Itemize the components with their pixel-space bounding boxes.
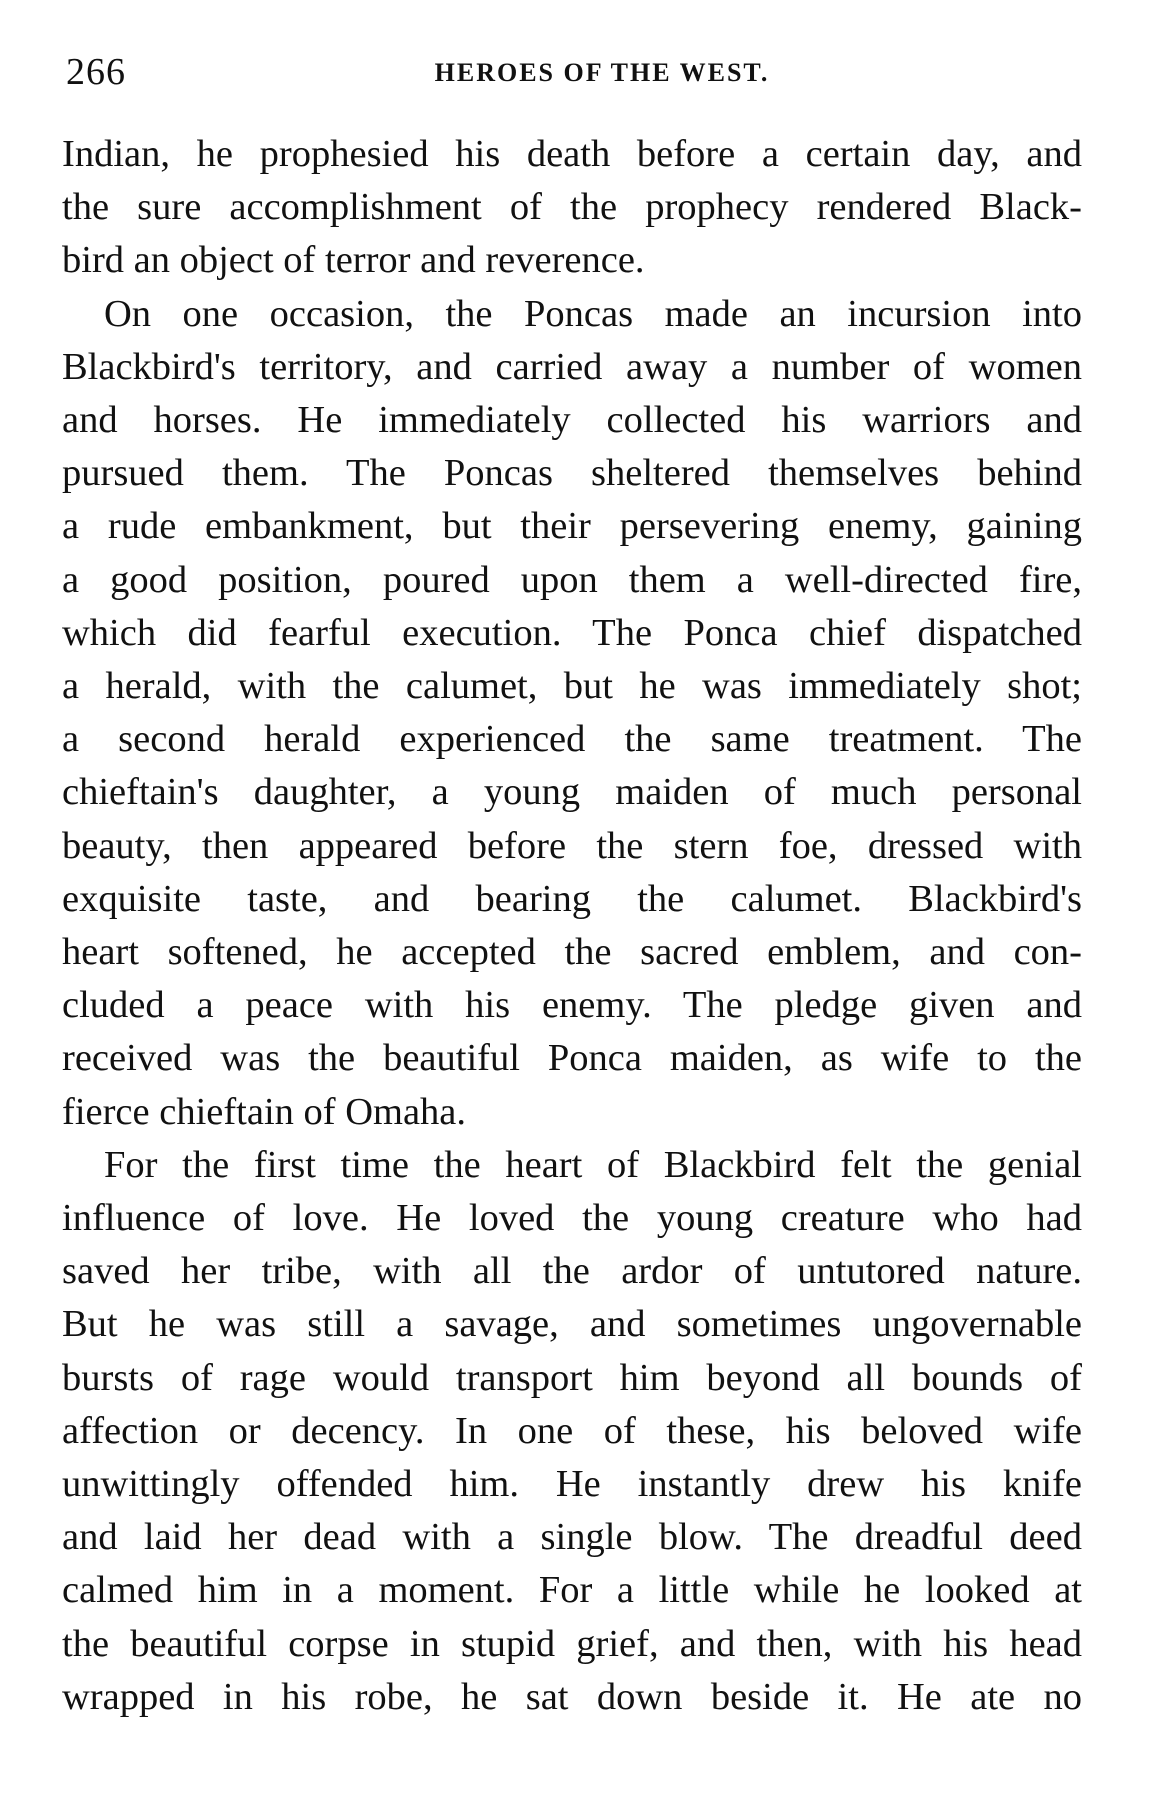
- text-line: saved her tribe, with all the ardor of untutored nature.: [62, 1250, 1082, 1293]
- text-line: influence of love. He loved the young creature who had: [62, 1197, 1082, 1240]
- text-line: For the first time the heart of Blackbird felt the genial: [104, 1143, 1082, 1186]
- text-line: affection or decency. In one of these, his beloved wife: [62, 1409, 1082, 1452]
- text-line: wrapped in his robe, he sat down beside it. He ate no: [62, 1675, 1082, 1718]
- text-line: a herald, with the calumet, but he was immediately shot;: [62, 665, 1082, 708]
- text-line: bursts of rage would transport him beyond all bounds of: [62, 1356, 1082, 1399]
- paragraph-1: [62, 128, 1082, 288]
- text-line: Blackbird's territory, and carried away a number of women: [62, 345, 1082, 388]
- text-line: the sure accomplishment of the prophecy rendered Black-: [62, 186, 1082, 229]
- text-line: exquisite taste, and bearing the calumet. Blackbird's: [62, 877, 1082, 920]
- text-line: chieftain's daughter, a young maiden of much personal: [62, 771, 1082, 814]
- paragraph-2: [62, 288, 1082, 1139]
- body-text: [62, 128, 1082, 1724]
- text-line: which did fearful execution. The Ponca chief dispatched: [62, 611, 1082, 654]
- paragraph-3: [62, 1139, 1082, 1724]
- text-line: calmed him in a moment. For a little while he looked at: [62, 1569, 1082, 1612]
- text-line: But he was still a savage, and sometimes ungovernable: [62, 1303, 1082, 1346]
- text-line: pursued them. The Poncas sheltered themselves behind: [62, 452, 1082, 495]
- page-header: [62, 40, 1082, 100]
- text-line: a rude embankment, but their persevering enemy, gaining: [62, 505, 1082, 548]
- text-line: the beautiful corpse in stupid grief, and then, with his head: [62, 1622, 1082, 1665]
- text-line: and laid her dead with a single blow. The dreadful deed: [62, 1516, 1082, 1559]
- text-line: and horses. He immediately collected his warriors and: [62, 399, 1082, 442]
- page-number: 266: [66, 51, 126, 93]
- text-line: bird an object of terror and reverence.: [62, 239, 645, 282]
- text-line: On one occasion, the Poncas made an incursion into: [104, 292, 1082, 335]
- text-line: cluded a peace with his enemy. The pledge given and: [62, 984, 1082, 1027]
- text-line: unwittingly offended him. He instantly drew his knife: [62, 1463, 1082, 1506]
- text-line: Indian, he prophesied his death before a certain day, and: [62, 133, 1082, 175]
- text-line: fierce chieftain of Omaha.: [62, 1090, 467, 1133]
- text-line: heart softened, he accepted the sacred emblem, and con-: [62, 931, 1082, 974]
- text-line: a good position, poured upon them a well-directed fire,: [62, 558, 1082, 601]
- running-head: HEROES OF THE WEST.: [434, 58, 770, 87]
- text-line: received was the beautiful Ponca maiden, as wife to the: [62, 1037, 1082, 1080]
- text-line: beauty, then appeared before the stern foe, dressed with: [62, 824, 1082, 867]
- text-line: a second herald experienced the same treatment. The: [62, 718, 1082, 761]
